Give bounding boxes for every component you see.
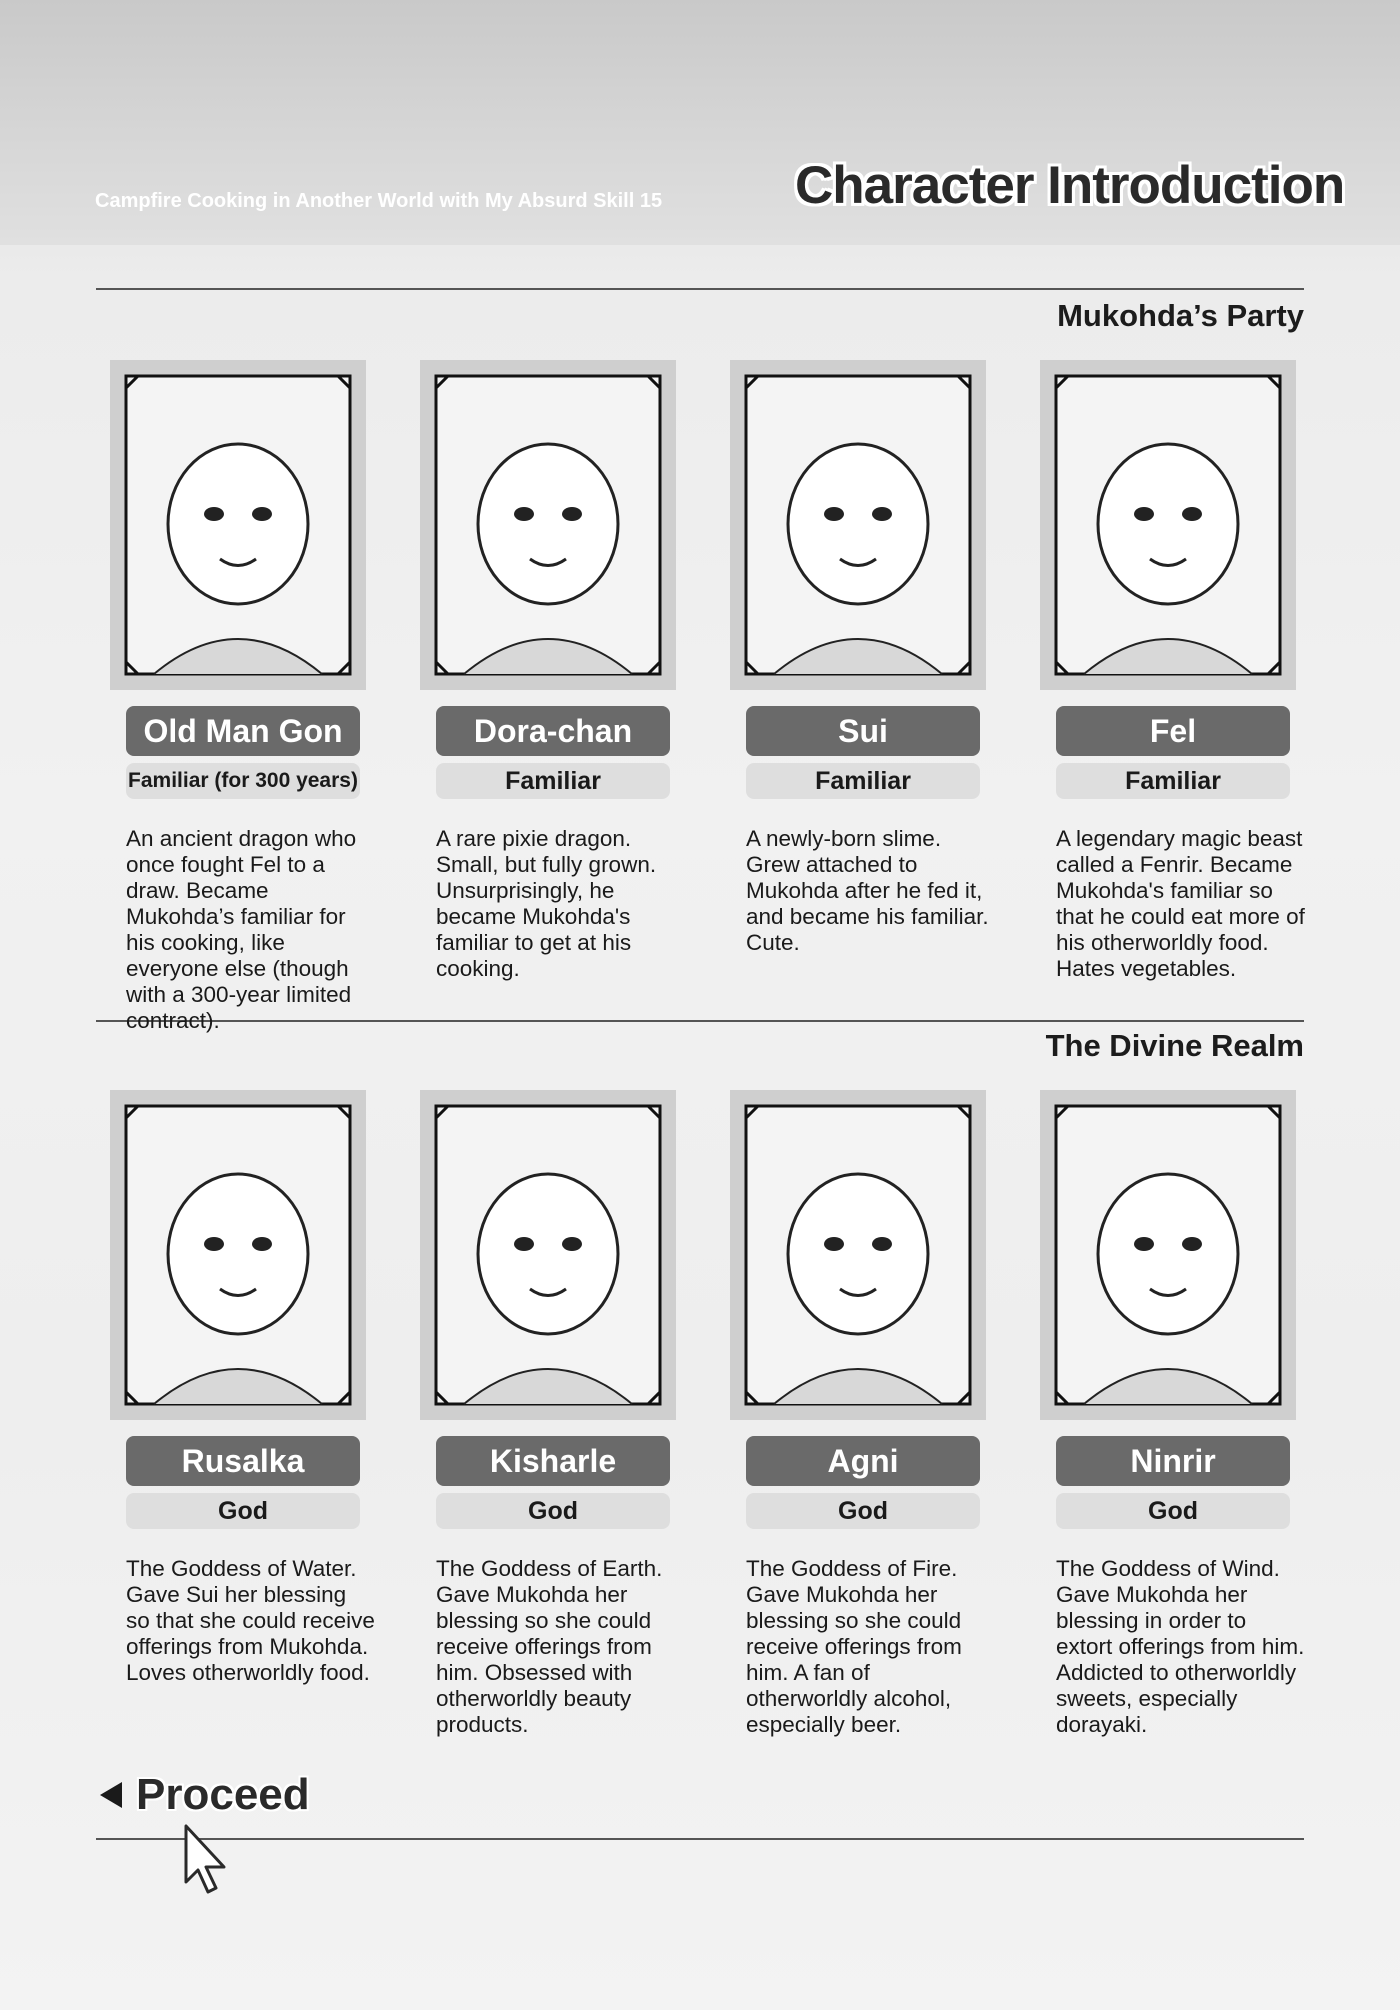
character-role: God xyxy=(746,1493,980,1529)
character-portrait xyxy=(730,1090,986,1420)
character-role: God xyxy=(126,1493,360,1529)
series-title: Campfire Cooking in Another World with My Absurd Skill 15 xyxy=(95,190,663,212)
character-role: God xyxy=(436,1493,670,1529)
character-name: Agni xyxy=(746,1436,980,1486)
character-description: An ancient dragon who once fought Fel to a draw. Became Mukohda’s familiar for his cooking, like everyone else (though with a 300-year limited contract). xyxy=(126,826,357,1033)
character-description: The Goddess of Earth. Gave Mukohda her blessing so she could receive offerings from him. Obsessed with otherworldly beauty products. xyxy=(436,1556,663,1737)
goddess-water-portrait-icon xyxy=(124,1104,352,1406)
character-description: A rare pixie dragon. Small, but fully grown. Unsurprisingly, he became Mukohda's familiar to get at his cooking. xyxy=(436,826,657,981)
character-portrait xyxy=(420,360,676,690)
footer-divider xyxy=(96,1838,1304,1840)
character-description: The Goddess of Water. Gave Sui her blessing so that she could receive offerings from Mukohda. Loves otherworldly food. xyxy=(126,1556,375,1685)
wolf-portrait-icon xyxy=(1054,374,1282,676)
character-role: Familiar (for 300 years) xyxy=(126,763,360,799)
character-name: Kisharle xyxy=(436,1436,670,1486)
character-role: Familiar xyxy=(746,763,980,799)
character-role: God xyxy=(1056,1493,1290,1529)
proceed-label: Proceed xyxy=(136,1770,310,1819)
character-description: The Goddess of Wind. Gave Mukohda her blessing in order to extort offerings from him. Addicted to otherworldly sweets, especially dorayaki. xyxy=(1056,1556,1305,1737)
dragon-portrait-icon xyxy=(124,374,352,676)
character-name: Fel xyxy=(1056,706,1290,756)
character-role: Familiar xyxy=(1056,763,1290,799)
character-name: Dora-chan xyxy=(436,706,670,756)
character-name: Sui xyxy=(746,706,980,756)
section-title-party: Mukohda’s Party xyxy=(1057,298,1304,333)
proceed-button[interactable] xyxy=(100,1770,310,1820)
character-portrait xyxy=(1040,1090,1296,1420)
slime-portrait-icon xyxy=(744,374,972,676)
character-portrait xyxy=(730,360,986,690)
character-description: A legendary magic beast called a Fenrir. Became Mukohda's familiar so that he could eat more of his otherworldly food. Hates vegetables. xyxy=(1056,826,1305,981)
character-portrait xyxy=(110,360,366,690)
left-arrow-icon xyxy=(100,1782,122,1808)
character-name: Rusalka xyxy=(126,1436,360,1486)
character-name: Old Man Gon xyxy=(126,706,360,756)
goddess-earth-portrait-icon xyxy=(434,1104,662,1406)
character-portrait xyxy=(1040,360,1296,690)
character-description: A newly-born slime. Grew attached to Mukohda after he fed it, and became his familiar. Cute. xyxy=(746,826,989,955)
section-title-divine: The Divine Realm xyxy=(1045,1028,1304,1063)
goddess-fire-portrait-icon xyxy=(744,1104,972,1406)
pixie-dragon-portrait-icon xyxy=(434,374,662,676)
goddess-wind-portrait-icon xyxy=(1054,1104,1282,1406)
character-portrait xyxy=(420,1090,676,1420)
mouse-cursor-icon xyxy=(182,1822,232,1898)
section-divider xyxy=(96,288,1304,290)
character-portrait xyxy=(110,1090,366,1420)
character-description: The Goddess of Fire. Gave Mukohda her blessing so she could receive offerings from him. A fan of otherworldly alcohol, especially beer. xyxy=(746,1556,962,1737)
character-name: Ninrir xyxy=(1056,1436,1290,1486)
page-title: Character Introduction xyxy=(795,156,1345,215)
character-role: Familiar xyxy=(436,763,670,799)
